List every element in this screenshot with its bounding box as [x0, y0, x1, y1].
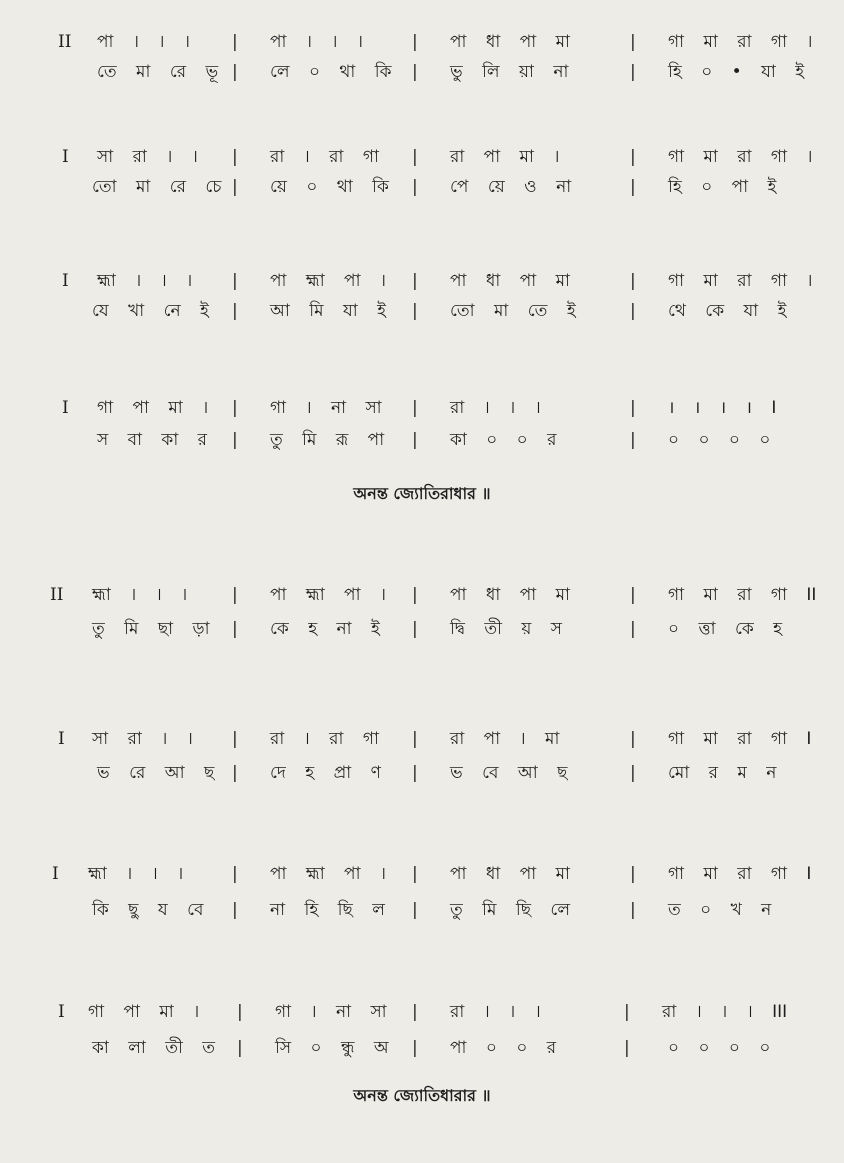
bar-line: | — [412, 147, 418, 167]
bar-line: | — [624, 1002, 630, 1022]
section-mark: I — [62, 271, 69, 291]
bar-line: | — [412, 619, 418, 639]
notation-block — [0, 143, 844, 203]
bar-line: | — [232, 729, 238, 749]
notation-block — [0, 860, 844, 920]
swara-cell: গা মা রা গা । — [668, 271, 813, 291]
bar-line: | — [412, 32, 418, 52]
bar-line: | — [232, 177, 238, 197]
swara-cell: পা হ্মা পা । — [270, 271, 386, 291]
bar-line: | — [232, 619, 238, 639]
swara-line — [0, 394, 844, 422]
lyric-cell: ০ ০ ০ ০ — [668, 430, 771, 450]
swara-cell: পা । । । — [270, 32, 363, 52]
bar-line: | — [630, 619, 636, 639]
section-mark: I — [58, 729, 65, 749]
swara-cell: রা পা মা । — [450, 147, 560, 167]
lyric-cell: কা ০ ০ র — [450, 430, 557, 450]
lyric-cell: তে মা রে ভূ — [97, 62, 219, 82]
notation-block — [0, 394, 844, 454]
swara-cell: রা । । । III — [662, 1002, 788, 1022]
lyric-cell: লে ০ থা কি — [270, 62, 392, 82]
lyric-cell: সি ০ ন্ধু অ — [275, 1038, 389, 1058]
bar-line: | — [232, 398, 238, 418]
refrain-line: অনন্ত জ্যোতিরাধার ॥ — [353, 484, 491, 503]
lyric-cell: কি ছু য বে — [92, 900, 204, 920]
swara-cell: পা হ্মা পা । — [270, 585, 386, 605]
section-mark: I — [58, 1002, 65, 1022]
bar-line: | — [630, 763, 636, 783]
bar-line: | — [630, 32, 636, 52]
bar-line: | — [412, 1038, 418, 1058]
swara-cell: হ্মা । । । — [88, 864, 184, 884]
bar-line: | — [232, 585, 238, 605]
notation-block — [0, 725, 844, 785]
bar-line: | — [232, 864, 238, 884]
lyric-cell: তো মা রে চে — [92, 177, 222, 197]
swara-line — [0, 143, 844, 171]
swara-line — [0, 28, 844, 56]
bar-line: | — [412, 585, 418, 605]
bar-line: | — [412, 1002, 418, 1022]
section-mark: II — [50, 585, 64, 605]
swara-cell: গা পা মা । — [88, 1002, 200, 1022]
lyric-line — [0, 759, 844, 787]
lyric-line — [0, 426, 844, 454]
bar-line: | — [630, 585, 636, 605]
swara-cell: গা মা রা গা । — [668, 147, 813, 167]
lyric-cell: মো র ম ন — [668, 763, 777, 783]
bar-line: | — [412, 864, 418, 884]
swara-cell: । । । । I — [668, 398, 777, 418]
lyric-cell: কে হ না ই — [270, 619, 380, 639]
swara-cell: রা । রা গা — [270, 729, 379, 749]
bar-line: | — [232, 62, 238, 82]
swara-cell: হ্মা । । । — [92, 585, 188, 605]
lyric-cell: ০ ত্তা কে হ — [668, 619, 783, 639]
swara-cell: পা হ্মা পা । — [270, 864, 386, 884]
bar-line: | — [232, 900, 238, 920]
lyric-cell: ০ ০ ০ ০ — [668, 1038, 771, 1058]
notation-block — [0, 28, 844, 88]
bar-line: | — [232, 763, 238, 783]
section-mark: II — [58, 32, 72, 52]
bar-line: | — [412, 301, 418, 321]
bar-line: | — [630, 864, 636, 884]
bar-line: | — [624, 1038, 630, 1058]
swara-cell: গা মা রা গা II — [668, 585, 817, 605]
notation-block — [0, 267, 844, 327]
bar-line: | — [412, 900, 418, 920]
lyric-cell: হি ০ • যা ই — [668, 62, 805, 82]
bar-line: | — [630, 177, 636, 197]
bar-line: | — [630, 147, 636, 167]
lyric-line — [0, 297, 844, 325]
swara-cell: গা । না সা — [270, 398, 382, 418]
swara-line — [0, 581, 844, 609]
bar-line: | — [412, 271, 418, 291]
bar-line: | — [412, 729, 418, 749]
bar-line: | — [412, 398, 418, 418]
lyric-cell: দ্বি তী য় স — [450, 619, 563, 639]
lyric-cell: তো মা তে ই — [450, 301, 576, 321]
swara-line — [0, 267, 844, 295]
lyric-line — [0, 58, 844, 86]
bar-line: | — [630, 301, 636, 321]
bar-line: | — [232, 430, 238, 450]
section-mark: I — [62, 147, 69, 167]
swara-cell: রা । । । — [450, 398, 541, 418]
lyric-cell: দে হ প্রা ণ — [270, 763, 381, 783]
lyric-cell: পে য়ে ও না — [450, 177, 572, 197]
swara-cell: রা । রা গা — [270, 147, 379, 167]
bar-line: | — [630, 398, 636, 418]
lyric-cell: না হি ছি ল — [270, 900, 385, 920]
lyric-line — [0, 173, 844, 201]
swara-cell: পা ধা পা মা — [450, 32, 570, 52]
lyric-cell: আ মি যা ই — [270, 301, 386, 321]
section-mark: I — [62, 398, 69, 418]
swara-cell: গা পা মা । — [97, 398, 209, 418]
bar-line: | — [232, 147, 238, 167]
bar-line: | — [630, 430, 636, 450]
bar-line: | — [232, 301, 238, 321]
swara-cell: গা মা রা গা I — [668, 864, 812, 884]
swara-cell: পা ধা পা মা — [450, 585, 570, 605]
lyric-line — [0, 615, 844, 643]
bar-line: | — [412, 62, 418, 82]
swara-cell: গা মা রা গা I — [668, 729, 812, 749]
lyric-cell: স বা কা র — [97, 430, 208, 450]
lyric-cell: পা ০ ০ র — [450, 1038, 557, 1058]
swara-cell: গা । না সা — [275, 1002, 387, 1022]
bar-line: | — [630, 729, 636, 749]
lyric-cell: হি ০ পা ই — [668, 177, 777, 197]
lyric-cell: তু মি রূ পা — [270, 430, 385, 450]
lyric-cell: তু মি ছি লে — [450, 900, 570, 920]
swara-cell: গা মা রা গা । — [668, 32, 813, 52]
bar-line: | — [237, 1002, 243, 1022]
lyric-line — [0, 896, 844, 924]
bar-line: | — [412, 763, 418, 783]
bar-line: | — [232, 271, 238, 291]
bar-line: | — [630, 271, 636, 291]
lyric-cell: ভু লি য়া না — [450, 62, 569, 82]
swara-cell: পা ধা পা মা — [450, 864, 570, 884]
bar-line: | — [630, 900, 636, 920]
lyric-cell: তু মি ছা ড়া — [92, 619, 210, 639]
bar-line: | — [630, 62, 636, 82]
swara-cell: হ্মা । । । — [97, 271, 193, 291]
swara-line — [0, 998, 844, 1026]
swara-line — [0, 725, 844, 753]
notation-block — [0, 998, 844, 1058]
swara-cell: পা । । । — [97, 32, 190, 52]
refrain-line: অনন্ত জ্যোতিধারার ॥ — [353, 1086, 491, 1105]
lyric-cell: ভ রে আ ছ — [97, 763, 215, 783]
lyric-line — [0, 1034, 844, 1062]
swara-cell: রা পা । মা — [450, 729, 560, 749]
swara-cell: সা রা । । — [97, 147, 198, 167]
bar-line: | — [412, 177, 418, 197]
lyric-cell: কা লা তী ত — [92, 1038, 216, 1058]
lyric-cell: য়ে ০ থা কি — [270, 177, 389, 197]
swara-cell: রা । । । — [450, 1002, 541, 1022]
swara-cell: সা রা । । — [92, 729, 193, 749]
section-mark: I — [52, 864, 59, 884]
bar-line: | — [412, 430, 418, 450]
notation-block — [0, 581, 844, 641]
lyric-cell: ত ০ খ ন — [668, 900, 772, 920]
lyric-cell: ভ বে আ ছ — [450, 763, 568, 783]
lyric-cell: যে খা নে ই — [92, 301, 209, 321]
bar-line: | — [237, 1038, 243, 1058]
bar-line: | — [232, 32, 238, 52]
lyric-cell: থে কে যা ই — [668, 301, 787, 321]
swara-line — [0, 860, 844, 888]
swara-cell: পা ধা পা মা — [450, 271, 570, 291]
